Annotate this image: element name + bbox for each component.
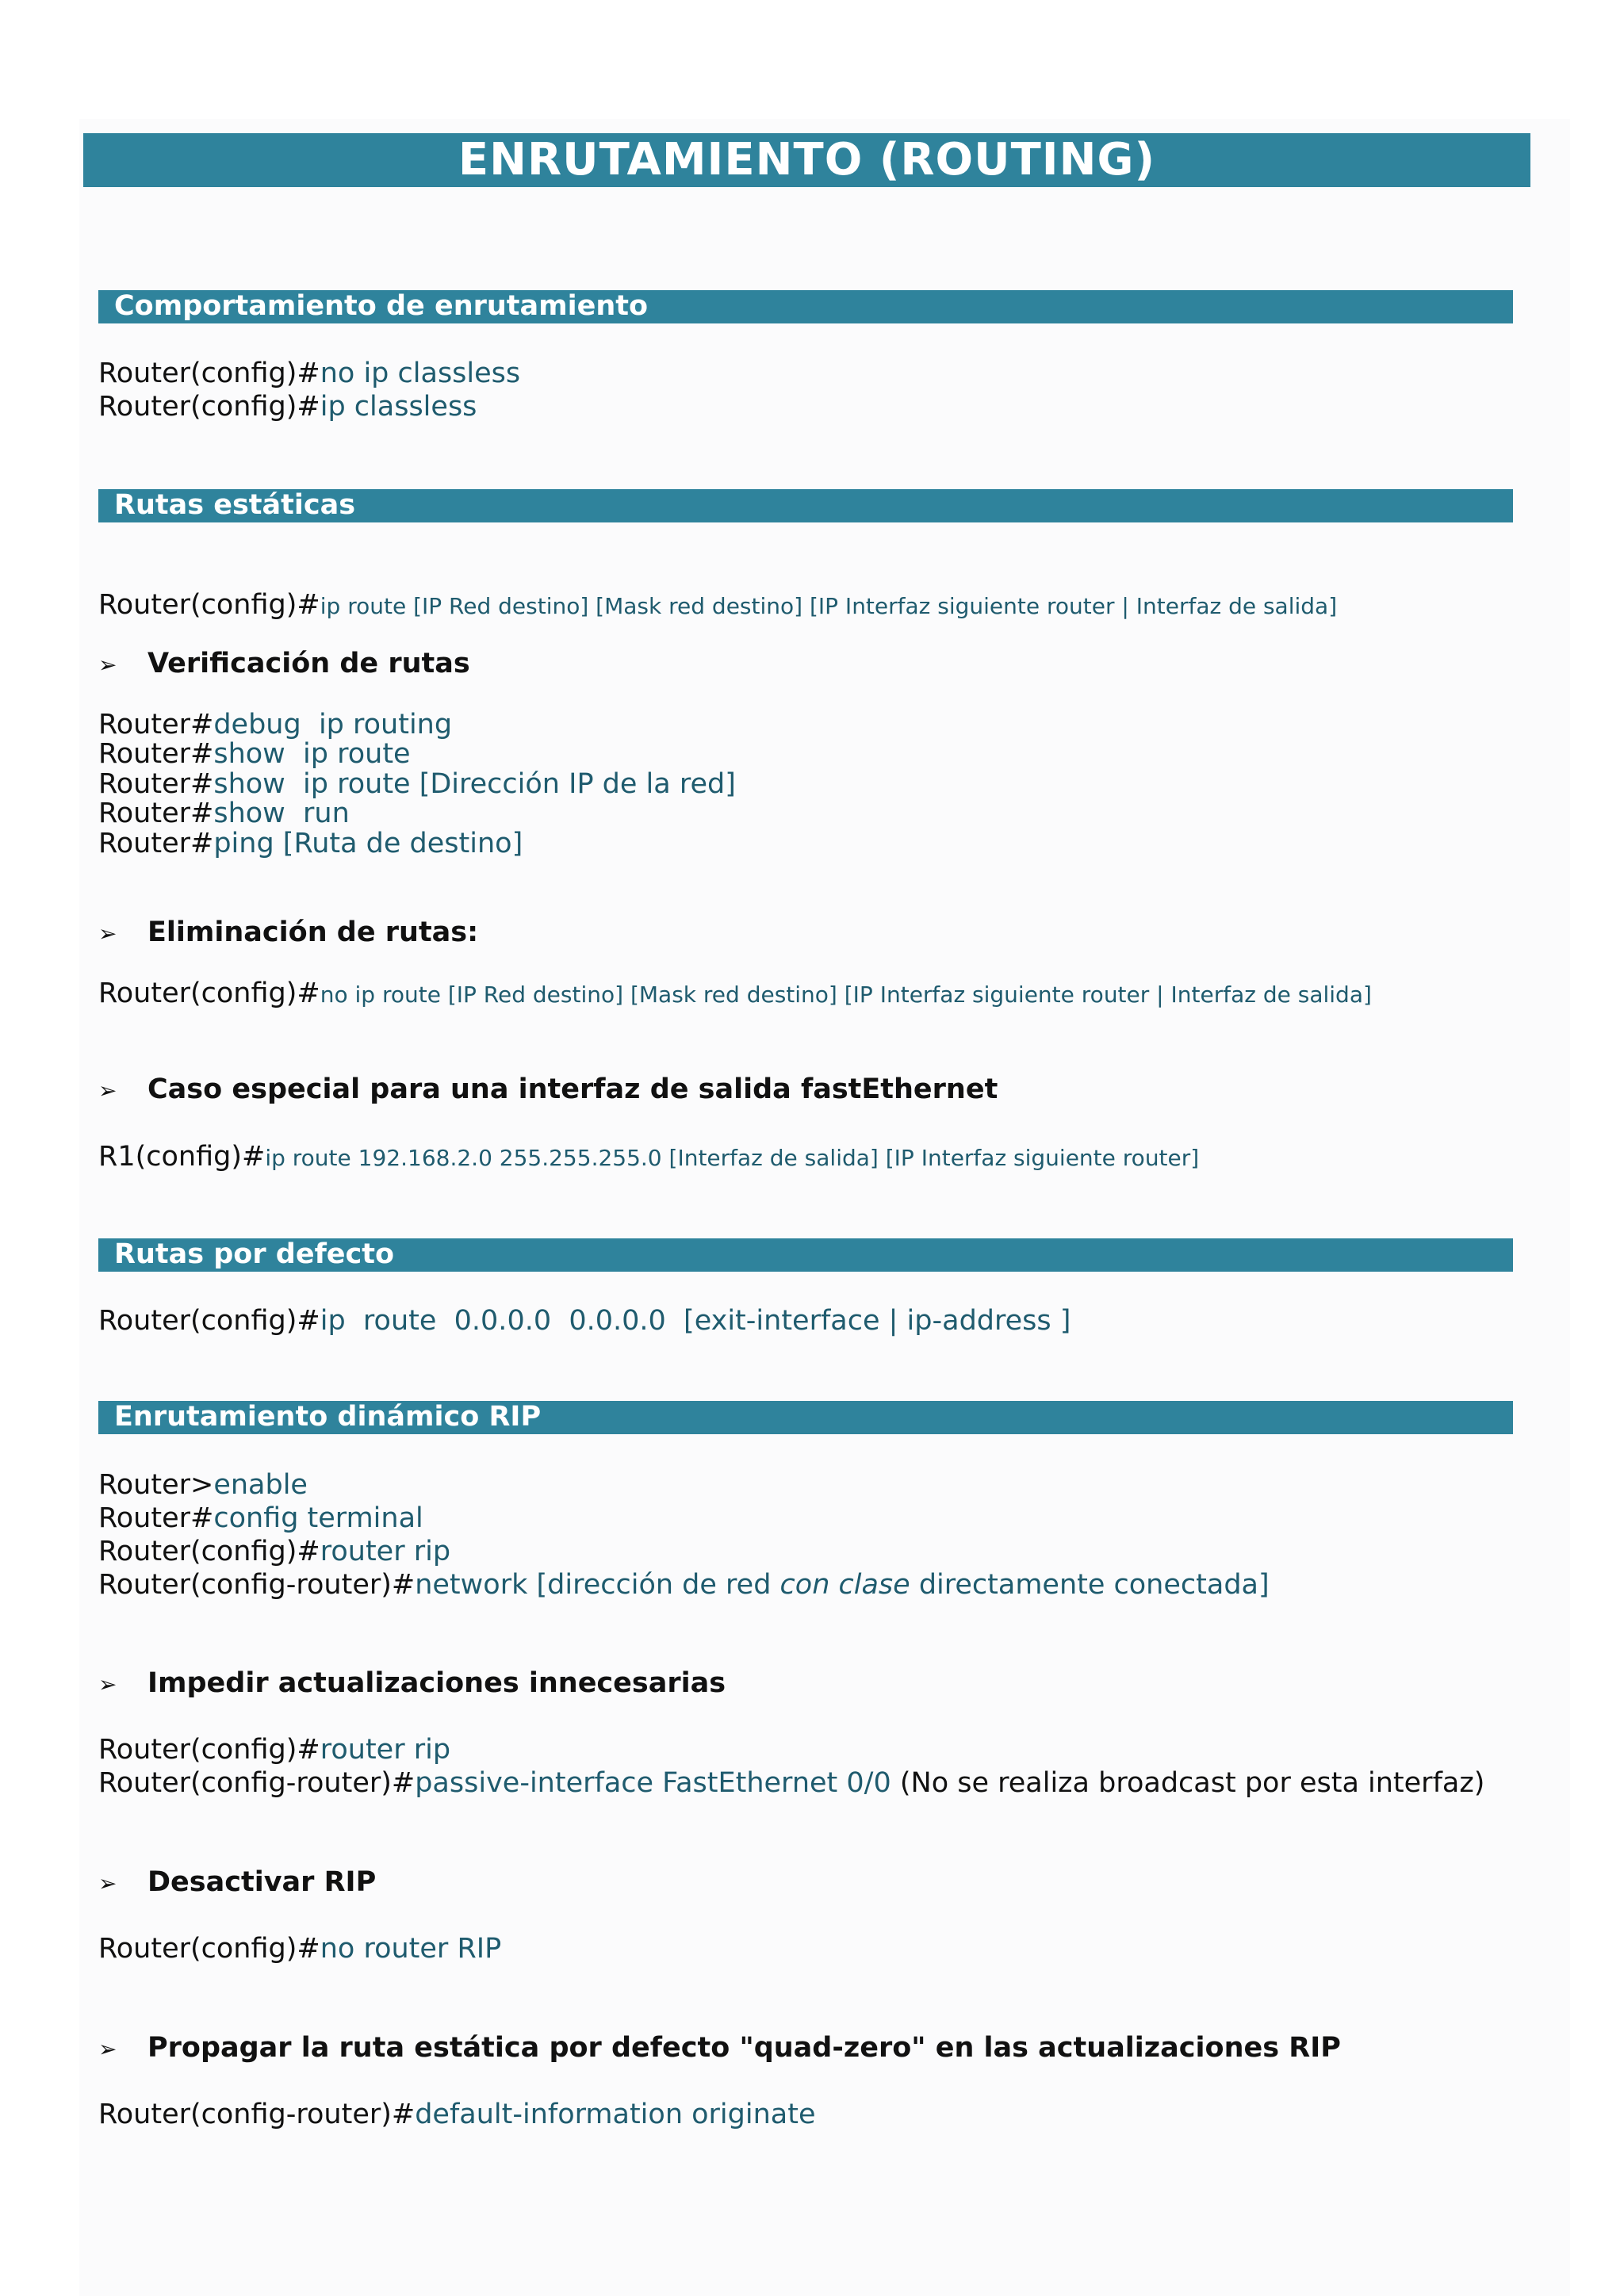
arrow-bullet-icon: ➢ bbox=[98, 652, 117, 678]
subheading-text: Impedir actualizaciones innecesarias bbox=[147, 1667, 726, 1699]
subheading-text: Eliminación de rutas: bbox=[147, 916, 479, 948]
command: enable bbox=[213, 1469, 308, 1501]
command: no router RIP bbox=[320, 1933, 502, 1965]
prompt: Router# bbox=[98, 768, 214, 800]
subheading-caso-especial bbox=[98, 1073, 998, 1105]
command-part: directamente conectada] bbox=[910, 1569, 1270, 1601]
command: show run bbox=[213, 798, 350, 829]
command: passive-interface FastEthernet 0/0 bbox=[415, 1767, 891, 1799]
command-note: (No se realiza broadcast por esta interfaz) bbox=[891, 1767, 1485, 1799]
command: ip route [IP Red destino] [Mask red destino] [IP Interfaz siguiente router | Interfaz de salida] bbox=[320, 593, 1338, 619]
prompt: Router> bbox=[98, 1469, 214, 1501]
command: no ip route [IP Red destino] [Mask red destino] [IP Interfaz siguiente router | Interfaz de salida] bbox=[320, 982, 1372, 1008]
command-line bbox=[98, 1767, 1485, 1799]
document-title: ENRUTAMIENTO (ROUTING) bbox=[83, 133, 1530, 187]
command-line bbox=[98, 800, 350, 828]
prompt: Router(config-router)# bbox=[98, 2099, 416, 2130]
prompt: Router(config-router)# bbox=[98, 1767, 416, 1799]
command-line bbox=[98, 830, 523, 858]
subheading-text: Propagar la ruta estática por defecto "quad-zero" en las actualizaciones RIP bbox=[147, 2032, 1341, 2064]
command-line bbox=[98, 360, 520, 388]
arrow-bullet-icon: ➢ bbox=[98, 1671, 117, 1697]
command-line bbox=[98, 1538, 450, 1566]
prompt: Router(config)# bbox=[98, 1536, 320, 1567]
command-line bbox=[98, 1502, 423, 1534]
section-header-rutas-por-defecto: Rutas por defecto bbox=[98, 1238, 1513, 1272]
command-line bbox=[98, 1736, 450, 1764]
prompt: Router# bbox=[98, 798, 214, 829]
section-header-comportamiento: Comportamiento de enrutamiento bbox=[98, 290, 1513, 323]
command: router rip bbox=[320, 1734, 451, 1766]
subheading-eliminacion bbox=[98, 916, 479, 948]
prompt: Router# bbox=[98, 828, 214, 859]
command-line bbox=[98, 768, 736, 800]
prompt: Router(config-router)# bbox=[98, 1569, 416, 1601]
command: show ip route [Dirección IP de la red] bbox=[213, 768, 736, 800]
command-line bbox=[98, 711, 452, 739]
prompt: Router# bbox=[98, 709, 214, 740]
command-line bbox=[98, 1471, 308, 1499]
prompt: Router# bbox=[98, 1502, 214, 1534]
command: show ip route bbox=[213, 738, 411, 770]
command: ip route 192.168.2.0 255.255.255.0 [Interfaz de salida] [IP Interfaz siguiente router] bbox=[265, 1145, 1200, 1171]
command-line bbox=[98, 1307, 1071, 1335]
prompt: Router(config)# bbox=[98, 1734, 320, 1766]
prompt: Router(config)# bbox=[98, 358, 320, 389]
subheading-text: Verificación de rutas bbox=[147, 648, 470, 679]
command-part: network [dirección de red bbox=[415, 1569, 780, 1601]
command: router rip bbox=[320, 1536, 451, 1567]
arrow-bullet-icon: ➢ bbox=[98, 920, 117, 947]
prompt: Router(config)# bbox=[98, 589, 320, 621]
arrow-bullet-icon: ➢ bbox=[98, 1870, 117, 1896]
command-line bbox=[98, 980, 1372, 1008]
command: config terminal bbox=[213, 1502, 423, 1534]
subheading-verificacion bbox=[98, 650, 470, 678]
section-header-rutas-estaticas: Rutas estáticas bbox=[98, 489, 1513, 522]
prompt: Router(config)# bbox=[98, 978, 320, 1009]
prompt: Router(config)# bbox=[98, 1305, 320, 1337]
prompt: Router(config)# bbox=[98, 391, 320, 423]
subheading-impedir bbox=[98, 1667, 726, 1699]
subheading-text: Desactivar RIP bbox=[147, 1866, 377, 1898]
prompt: Router(config)# bbox=[98, 1933, 320, 1965]
command: ip classless bbox=[320, 391, 477, 423]
command-italic: con clase bbox=[779, 1569, 910, 1601]
command bbox=[415, 1569, 1269, 1601]
command-line bbox=[98, 591, 1337, 619]
command-line bbox=[98, 1571, 1270, 1599]
command: no ip classless bbox=[320, 358, 521, 389]
command: default-information originate bbox=[415, 2099, 816, 2130]
prompt: R1(config)# bbox=[98, 1141, 266, 1173]
arrow-bullet-icon: ➢ bbox=[98, 2036, 117, 2062]
command: ip route 0.0.0.0 0.0.0.0 [exit-interface | ip-address ] bbox=[320, 1305, 1071, 1337]
subheading-text: Caso especial para una interfaz de salida fastEthernet bbox=[147, 1073, 998, 1105]
command-line bbox=[98, 1935, 501, 1963]
command: debug ip routing bbox=[213, 709, 453, 740]
subheading-propagar bbox=[98, 2034, 1341, 2062]
section-header-rip: Enrutamiento dinámico RIP bbox=[98, 1401, 1513, 1434]
prompt: Router# bbox=[98, 738, 214, 770]
page-background bbox=[79, 119, 1570, 2296]
command-line bbox=[98, 740, 411, 768]
command: ping [Ruta de destino] bbox=[213, 828, 523, 859]
arrow-bullet-icon: ➢ bbox=[98, 1077, 117, 1104]
command-line bbox=[98, 1143, 1199, 1171]
command-line bbox=[98, 393, 477, 421]
subheading-desactivar bbox=[98, 1866, 377, 1898]
command-line bbox=[98, 2101, 815, 2129]
